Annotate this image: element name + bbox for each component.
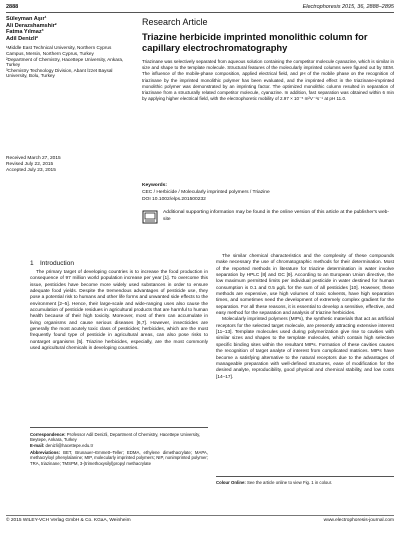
accepted-date: Accepted July 23, 2015: [6, 168, 56, 173]
copyright: © 2015 WILEY-VCH Verlag GmbH & Co. KGaA, Weinheim: [6, 518, 131, 523]
affiliation: ³Chemistry Technology Division, Abant İzzet Baysal University, Bolu, Turkey: [6, 67, 113, 79]
colour-note-rule: [216, 476, 394, 477]
correspondence-label: Correspondence:: [30, 432, 66, 437]
right-column: [216, 254, 394, 381]
author-name: Fatma Yılmaz³: [6, 29, 44, 36]
article-dates: [6, 156, 126, 174]
section-heading: [30, 260, 74, 267]
author-name: Adil Denizli²: [6, 35, 39, 42]
email-label: E-mail:: [30, 442, 45, 448]
body-paragraph: Molecularly imprinted polymers (MIPs), the synthetic materials that act as artificial receptors for the selected target molecule, are presently attracting extensive interest [11–13]. Template molecules used during polymerization give rise to cavities with similar sizes and shapes to the template molecules, which contain high selective specific binding sites within the resultant MIPs. Formation of these cavities causes the recognition of target analyte of interest from complicated matrices. MIPs have become a satisfying alternative to the natural receptors due to the advantages of manageable preparation with well-defined structures, ease of modification for the desired analyte, reproducibility, good physical and chemical stability, and low costs [14–17].: [216, 317, 394, 380]
received-date: Received March 27, 2015: [6, 156, 61, 161]
colour-online-note: [216, 480, 332, 485]
correspondence-note: [30, 432, 208, 448]
header-rule: [6, 12, 394, 13]
article-type: Research Article: [142, 17, 208, 27]
keywords: CEC / Herbicide / Molecularly imprinted polymers / Triazine: [142, 190, 270, 195]
article-title: Triazine herbicide imprinted monolithic column for capillary electrochromatography: [142, 31, 368, 53]
doi-link[interactable]: DOI 10.1002/elps.201500232: [142, 197, 206, 202]
keywords-heading: Keywords:: [142, 183, 168, 188]
footer-rule: [6, 515, 394, 516]
affiliation: ²Department of Chemistry, Hacettepe University, Ankara, Turkey: [6, 56, 124, 68]
footnote-rule: [30, 427, 208, 428]
section-title: Introduction: [40, 260, 74, 267]
journal-reference: Electrophoresis 2015, 36, 2888–2895: [302, 4, 394, 10]
correspondence-text: Professor Adil Denizli, Department of Chemistry, Hacettepe University, Beytepe, Ankara, Turkey: [30, 432, 201, 443]
body-paragraph: The primary target of developing countries is to increase the food production in consequence of 97 million world population increase per year [1]. To overcome this issue, pesticides have become more widely used substances in order to ensure adequate food yields. Despite the tremendous advantages of pesticide use, they pose a potential risk to humans and other life forms and unwanted side effects to the environment [2–5]. Hence, their large-scale and wide-ranging uses also cause the accumulation of pesticide residues in agricultural products that are harmful to human health because of their high toxicity. Moreover, most of them can accumulate in living organisms and cause serious diseases [6,7]. However, insecticides are generally the most acutely toxic class of pesticides; herbicides, which are the most frequently found type of pesticide in agricultural areas, can also pose risks to nontarget organisms [5]. Triazine herbicides, especially, are the most commonly used agricultural chemicals in developing countries.: [30, 270, 208, 352]
page-number: 2888: [6, 4, 19, 10]
author-name: Süleyman Aşır¹: [6, 16, 47, 22]
abstract: Triazinane was selectively separated from aqueous solution containing the competitor molecule cyanazine, which is similar in size and shape to the template molecule. Structural features of the molecularly imprinted columns were figured out by SEM. The influence of the mobile-phase composition, applied electrical field, and pH of the mobile phase on the recognition of triazinane by the imprinted monolithic polymer has been evaluated, and the imprinted effect in the triazinane-imprinted monolithic polymer was demonstrated by an imprinting factor. The optimized monolithic column resulted in separation of triazinane from a structurally related competitor molecule, cyanazine. In addition, fast separation was obtained within 6 min by applying higher electrical field, with the electrophoretic mobility of 2.97 × 10⁻⁵ m²V⁻¹s⁻¹ at pH 11.0.: [142, 59, 394, 102]
revised-date: Revised July 22, 2015: [6, 162, 54, 167]
affiliation: ¹Middle East Technical University, Northern Cyprus Campus, Mersin, Northern Cyprus, Turkey: [6, 45, 112, 56]
correspondence-email[interactable]: denizli@hacettepe.edu.tr: [45, 442, 94, 448]
author-name: Ali Derazshamshir²: [6, 22, 57, 29]
colour-online-text: See the article online to view Fig. 1 in colour.: [247, 480, 333, 485]
journal-website[interactable]: www.electrophoresis-journal.com: [323, 518, 394, 523]
abbreviations-note: [30, 450, 208, 466]
affiliation-list: [6, 45, 126, 79]
supporting-info-notice: [142, 209, 394, 226]
body-paragraph: The similar chemical characteristics and the complexity of these compounds make necessary the use of chromatographic methods for their determination. Most of the reported methods in literature for triazine determination in water involve separation by HPLC [8] and GC [9]. According to an European Union directive, the low maximum permitted limits per individual pesticide in water destined for human consumption is 0.1 and 0.5 µg/L for the sum of all pesticides [10]. However, these methods are expensive, use high volumes of toxic solvents, have high separation times, and sometimes need the development of extremely complex gradient for the separation. For all these reasons, it is essential to develop a sensitive, effective, and easy method for the separation and analysis of triazine herbicides.: [216, 254, 394, 317]
section-number: 1: [30, 260, 34, 267]
author-block: [6, 16, 126, 79]
abbreviations-label: Abbreviations:: [30, 450, 61, 455]
supporting-info-text: Additional supporting information may be found in the online version of this article at the publisher's web-site: [163, 210, 390, 222]
left-column: [30, 270, 208, 352]
abbreviations-text: BET, Brunauer–Emmett–Teller; EDMA, ethylene dimethacrylate; MAPA, methacryloyl phenylalanine; MIP, molecularly imprinted polymers; NIP, nonimprinted polymer; TRA, triazinane; TMSPM, 3-(trimethoxysilyl)propyl methacrylate: [30, 450, 208, 466]
supporting-info-icon: [142, 210, 158, 224]
colour-online-label: Colour Online:: [216, 480, 246, 485]
